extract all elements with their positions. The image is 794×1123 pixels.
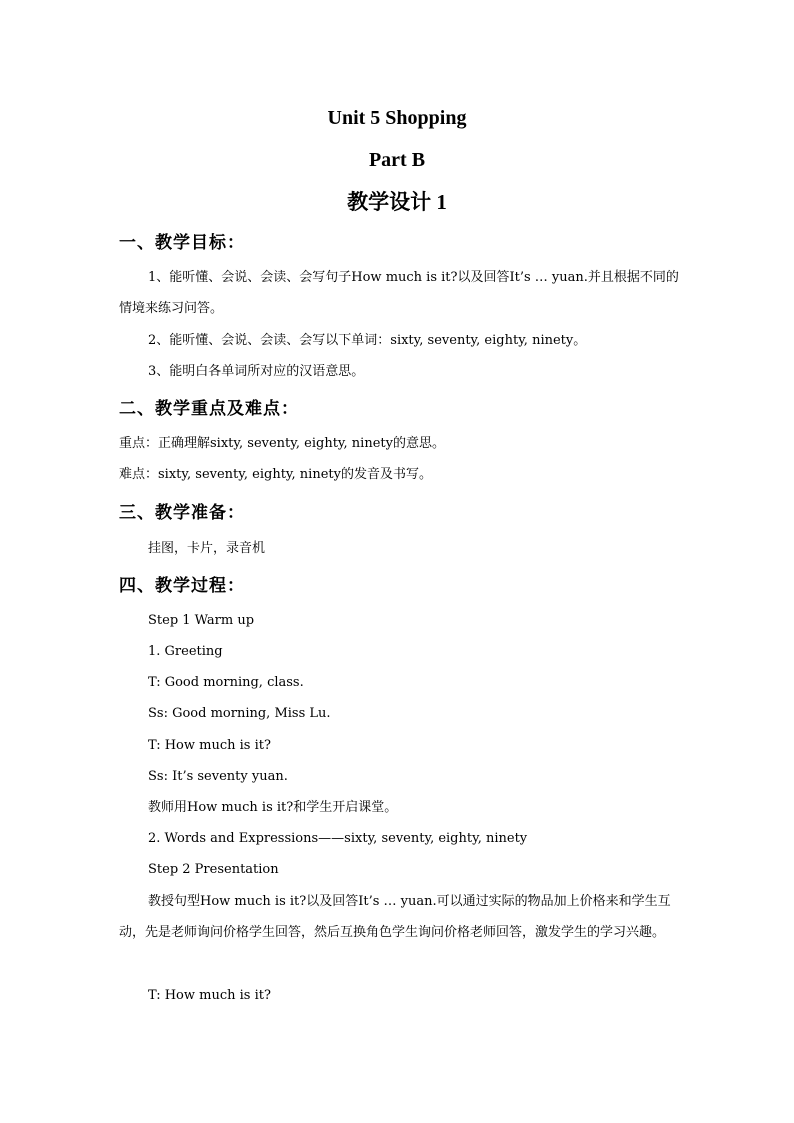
process-line: Ss: Good morning, Miss Lu. bbox=[148, 706, 331, 721]
section-heading-process: 四、教学过程： bbox=[119, 576, 245, 596]
section-heading-goals: 一、教学目标： bbox=[119, 233, 245, 253]
process-line: 1. Greeting bbox=[148, 644, 223, 659]
goal-item-1: 1、能听懂、会说、会读、会写句子How much is it?以及回答It’s … yuan.并且根据不同的情境来练习问答。 bbox=[119, 270, 679, 316]
section-heading-focus: 二、教学重点及难点： bbox=[119, 399, 299, 419]
doc-title-part: Part B bbox=[368, 149, 426, 171]
doc-title-unit: Unit 5 Shopping bbox=[327, 107, 467, 129]
focus-key-point: 重点：正确理解sixty, seventy, eighty, ninety的意思。 bbox=[119, 436, 445, 451]
presentation-paragraph: 教授句型How much is it?以及回答It’s … yuan.可以通过实际的物品加上价格来和学生互动，先是老师询问价格学生回答，然后互换角色学生询问价格老师回答，激发学生的学习兴趣。 bbox=[119, 894, 671, 940]
doc-title-design: 教学设计 1 bbox=[347, 190, 447, 214]
section-heading-prep: 三、教学准备： bbox=[119, 503, 245, 523]
goal-item-2: 2、能听懂、会说、会读、会写以下单词：sixty, seventy, eighty, ninety。 bbox=[148, 333, 587, 348]
process-line: Step 1 Warm up bbox=[148, 613, 255, 628]
process-line: T: Good morning, class. bbox=[148, 675, 304, 690]
prep-items: 挂图，卡片，录音机 bbox=[148, 541, 266, 556]
process-line: T: How much is it? bbox=[148, 738, 271, 753]
process-line: 2. Words and Expressions——sixty, seventy, eighty, ninety bbox=[148, 831, 528, 846]
process-line: 教师用How much is it?和学生开启课堂。 bbox=[148, 800, 398, 815]
process-line: Ss: It’s seventy yuan. bbox=[148, 769, 288, 784]
process-last-line: T: How much is it? bbox=[148, 988, 271, 1003]
goal-item-3: 3、能明白各单词所对应的汉语意思。 bbox=[148, 364, 365, 379]
process-line: Step 2 Presentation bbox=[148, 862, 279, 877]
focus-difficult-point: 难点：sixty, seventy, eighty, ninety的发音及书写。 bbox=[119, 467, 432, 482]
